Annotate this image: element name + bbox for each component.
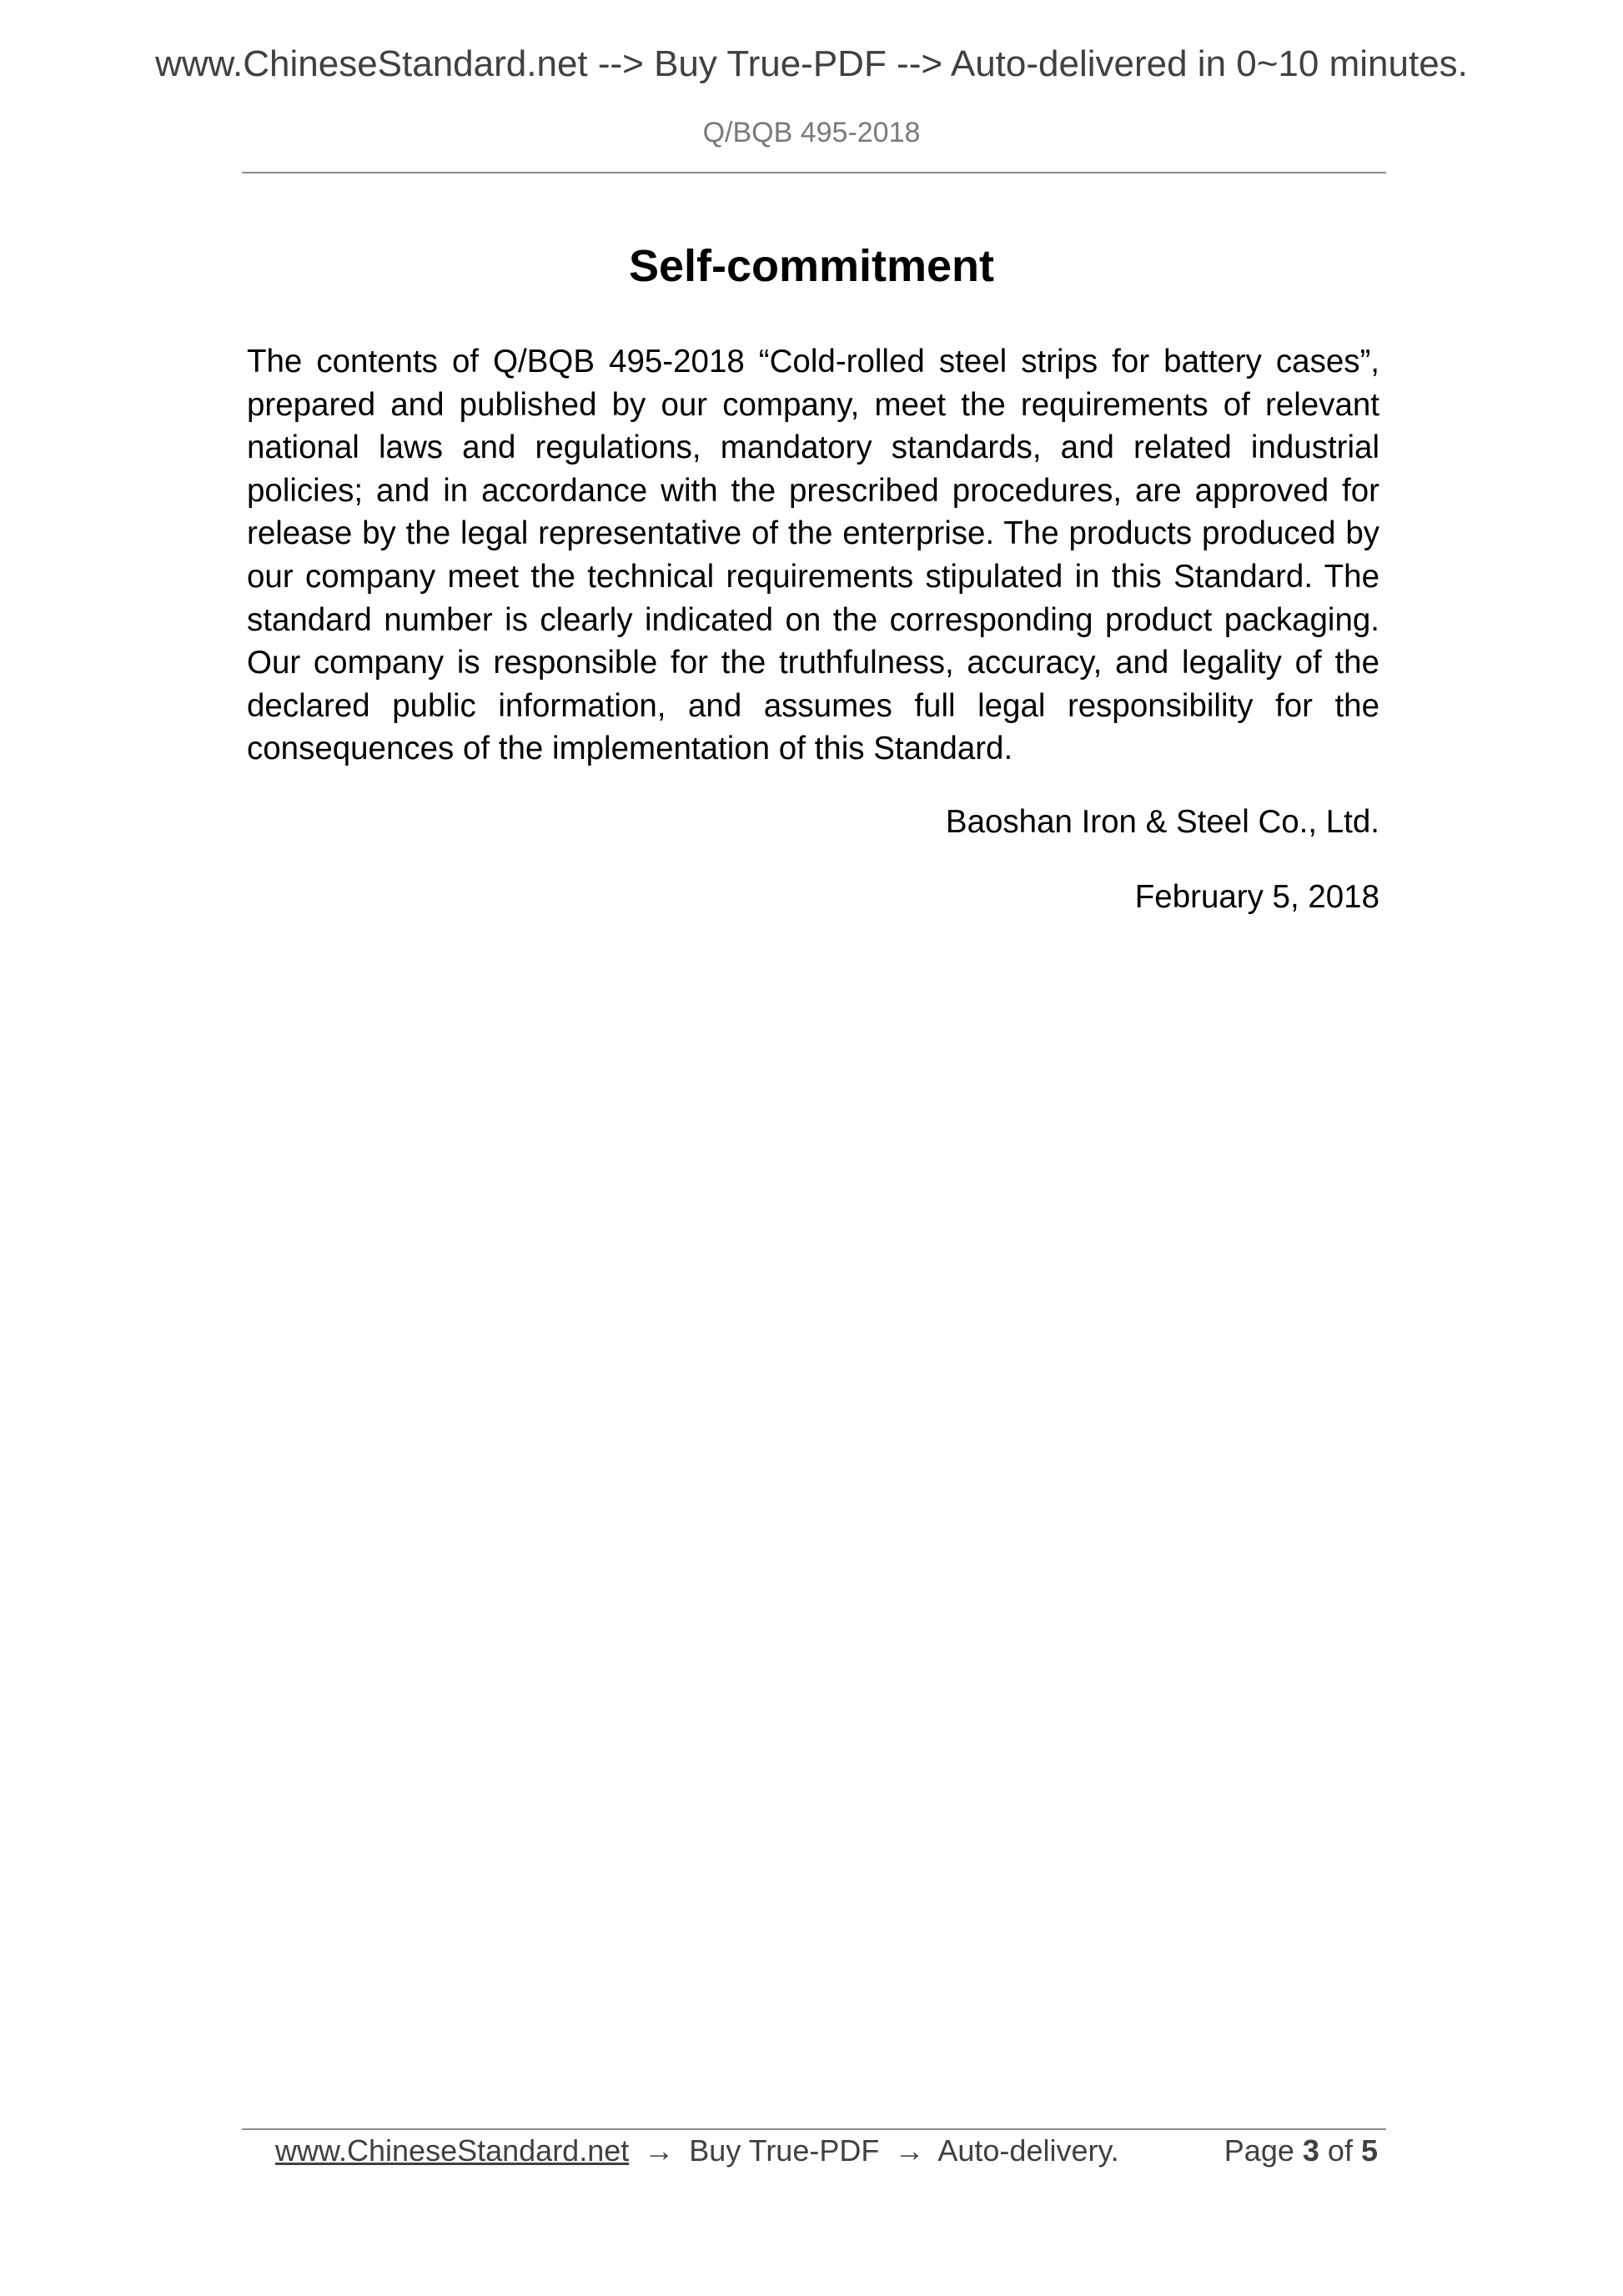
footer-site-link[interactable]: www.ChineseStandard.net (275, 2133, 630, 2168)
page-of: of (1327, 2133, 1353, 2168)
page-total: 5 (1360, 2133, 1378, 2168)
footer (275, 2133, 1386, 2168)
sign-date: February 5, 2018 (1134, 879, 1379, 915)
header-divider (242, 172, 1386, 173)
page-number (1224, 2133, 1378, 2168)
page-title: Self-commitment (628, 241, 995, 291)
footer-buy-text: Buy True-PDF (689, 2133, 880, 2168)
signer-name: Baoshan Iron & Steel Co., Ltd. (945, 804, 1379, 840)
footer-divider (242, 2128, 1386, 2130)
top-banner: www.ChineseStandard.net --> Buy True-PDF --> Auto-delivered in 0~10 minutes. (155, 43, 1468, 84)
page-current: 3 (1302, 2133, 1319, 2168)
right-arrow-icon: → (644, 2133, 675, 2168)
standard-code: Q/BQB 495-2018 (702, 117, 921, 148)
commitment-body: The contents of Q/BQB 495-2018 “Cold-rolled steel strips for battery cases”, prepared and published by our company, meet the requirements of relevant national laws and regulations, mandatory standards, and related industrial policies; and in accordance with the prescribed procedures, are approved for release by the legal representative of the enterprise. The products produced by our company meet the technical requirements stipulated in this Standard. The standard number is clearly indicated on the corresponding product packaging. Our company is responsible for the truthfulness, accuracy, and legality of the declared public information, and assumes full legal responsibility for the consequences of the implementation of this Standard. (247, 344, 1379, 767)
footer-delivery-text: Auto-delivery. (937, 2133, 1119, 2168)
right-arrow-icon: → (894, 2133, 925, 2168)
page-label: Page (1224, 2133, 1294, 2168)
